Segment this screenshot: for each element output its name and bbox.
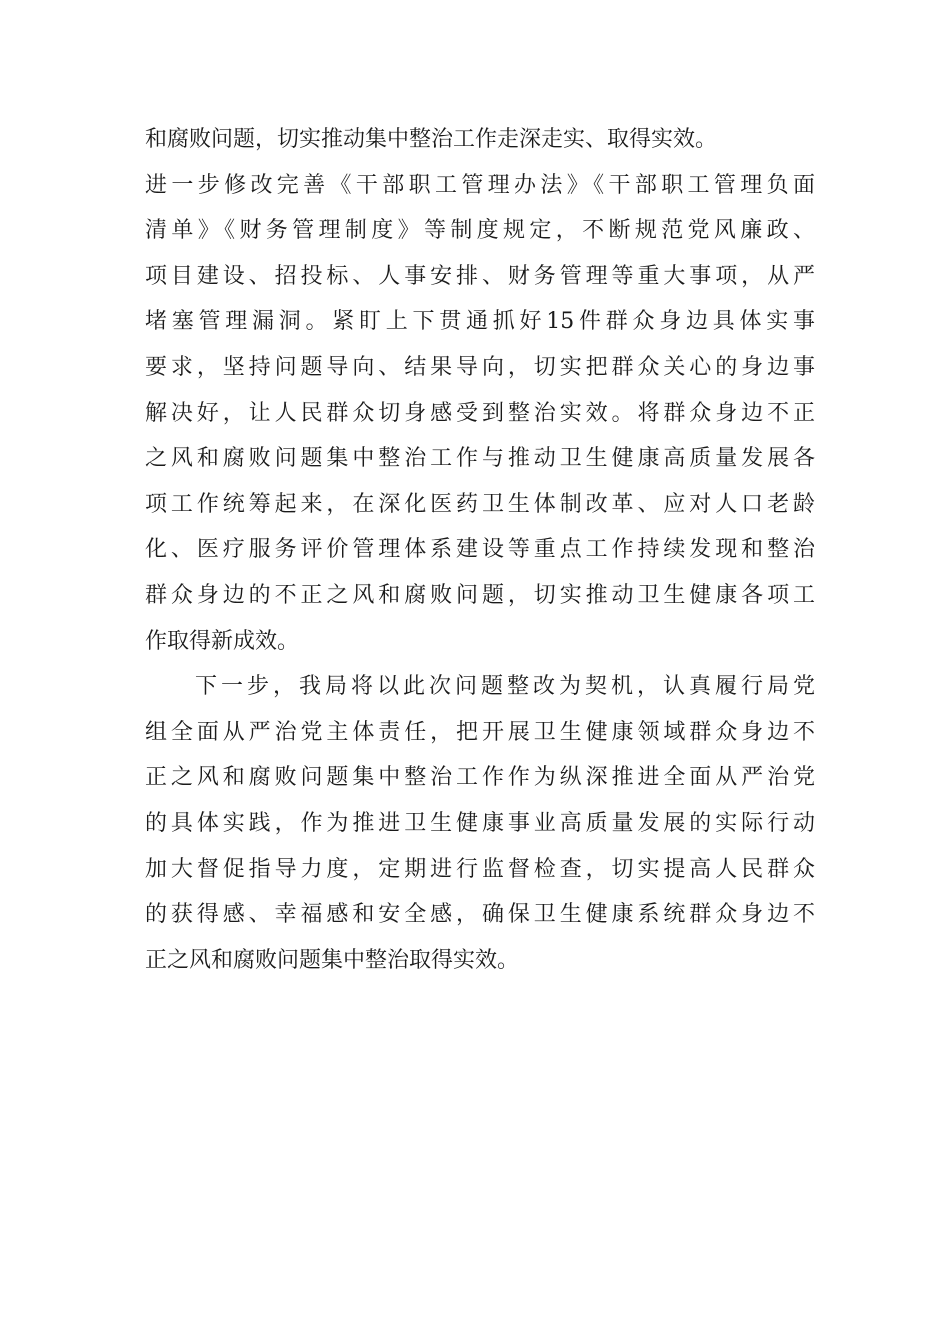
text-line: 堵塞管理漏洞。紧盯上下贯通抓好15件群众身边具体实事: [145, 309, 815, 335]
text-line: 加大督促指导力度，定期进行监督检查，切实提高人民群众: [145, 856, 815, 882]
text-line: 项目建设、招投标、人事安排、财务管理等重大事项，从严: [145, 263, 815, 289]
text-line: 作取得新成效。: [145, 628, 300, 654]
text-line: 化、医疗服务评价管理体系建设等重点工作持续发现和整治: [145, 537, 815, 563]
text-line: 组全面从严治党主体责任，把开展卫生健康领域群众身边不: [145, 719, 815, 745]
text-line: 的具体实践，作为推进卫生健康事业高质量发展的实际行动: [145, 810, 815, 836]
text-line: 的获得感、幸福感和安全感，确保卫生健康系统群众身边不: [145, 902, 815, 928]
text-line: 正之风和腐败问题集中整治取得实效。: [145, 947, 520, 973]
body-text: [145, 117, 815, 983]
text-line: 群众身边的不正之风和腐败问题，切实推动卫生健康各项工: [145, 582, 815, 608]
text-line: 进一步修改完善《干部职工管理办法》《干部职工管理负面: [145, 172, 815, 198]
paragraph-2: [145, 664, 815, 983]
text-line: 清单》《财务管理制度》等制度规定，不断规范党风廉政、: [145, 218, 815, 244]
text-line: 之风和腐败问题集中整治工作与推动卫生健康高质量发展各: [145, 446, 815, 472]
text-line: 和腐败问题，切实推动集中整治工作走深走实、取得实效。: [145, 127, 718, 152]
text-line: 项工作统筹起来，在深化医药卫生体制改革、应对人口老龄: [145, 491, 815, 517]
paragraph-1: [145, 117, 815, 664]
text-line: 正之风和腐败问题集中整治工作作为纵深推进全面从严治党: [145, 765, 815, 791]
text-line: 解决好，让人民群众切身感受到整治实效。将群众身边不正: [145, 400, 815, 426]
text-line: 要求，坚持问题导向、结果导向，切实把群众关心的身边事: [145, 354, 815, 380]
text-line: 下一步，我局将以此次问题整改为契机，认真履行局党: [195, 674, 815, 700]
